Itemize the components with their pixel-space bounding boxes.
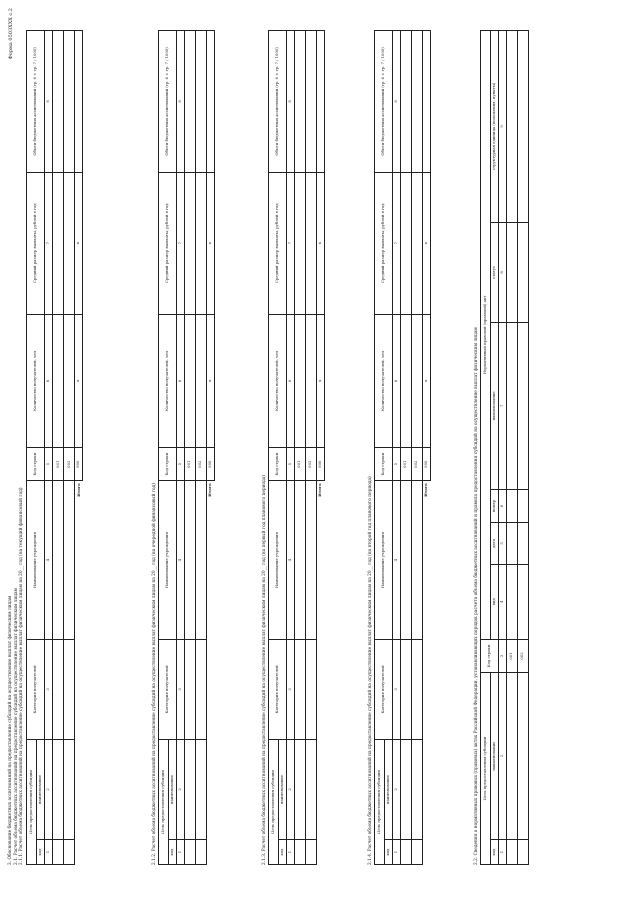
hdr-name: наименование (37, 739, 45, 839)
table-row: 001 (400, 31, 411, 865)
total-row: Итого 900 х х (316, 31, 324, 865)
heading-2-1-2: 2.1.2. Расчет объема бюджетных ассигнований на предоставление субсидий на осуществление выплат физическим лицам на 20__ год (на очередной финансовый год) (152, 483, 157, 865)
table-row: 001 (294, 31, 305, 865)
heading-2-1-1: 2.1.1. Расчет объема бюджетных ассигнований на предоставление субсидий на осуществление выплат физическим лицам на 20__ год (на текущий финансовый год) (19, 487, 25, 865)
total-row: Итого 900 х х (206, 31, 214, 865)
table-row: 001 (53, 31, 64, 865)
heading-2: 2. Обоснование бюджетных ассигнований на предоставление субсидий на осуществление выплат физическим лицам (8, 595, 13, 865)
table-row: 002 (305, 31, 316, 865)
hdr-avg: Средний размер выплаты, рублей в год (27, 172, 45, 314)
col-number-row: 1 2 3 4 5 6 7 8 (176, 31, 184, 865)
col-number-row: 1 2 3 4 5 6 7 8 9 (498, 31, 506, 865)
headings-block (8, 30, 25, 865)
table-row: 001 (506, 31, 517, 865)
table-row: 002 (517, 31, 528, 865)
table-row: 001 (184, 31, 195, 865)
col-number-row: 1 2 3 4 5 6 7 8 (286, 31, 294, 865)
table-2-1-1 (26, 30, 83, 865)
heading-2-1-3: 2.1.3. Расчет объема бюджетных ассигнований на предоставление субсидий на осуществление выплат физическим лицам на 20__ год (на первый год планового периода) (262, 475, 267, 865)
table-2-2: 2.2. Сведения о нормативных правовых (правовых) актах Российской Федерации, устанавливающих порядок расчета объема бюджетных ассигнований и правила предоставления субсидий на осуществление выплат физическим лицам Цель предоставления субсидии Код строки Нормативный правовой (правовой) акт код наименование вид дата номер наименование статус структурная единица (положения, пункты) 1 2 3 4 5 6 7 8 9 001 002 (474, 30, 529, 865)
total-row: Итого 900 х х (75, 31, 83, 865)
heading-2-2: 2.2. Сведения о нормативных правовых (правовых) актах Российской Федерации, устанавливающих порядок расчета объема бюджетных ассигнований и правила предоставления субсидий на осуществление выплат физическим лицам (474, 327, 479, 865)
hdr-volume: Объем бюджетных ассигнований (гр. 6 × гр. 7 / 1000) (27, 31, 45, 173)
table-row: 002 (195, 31, 206, 865)
table-2-1-2: 2.1.2. Расчет объема бюджетных ассигнований на предоставление субсидий на осуществление выплат физическим лицам на 20__ год (на очередной финансовый год) Цель предоставления субсидии Категория получателей Наименование учреждения Код строки Количество получателей, чел Средний размер выплаты, рублей в год Объем бюджетных ассигнований (гр. 6 × гр. 7 / 1000) код наименование 1 2 3 4 5 6 7 8 001 002 Итого 900 х х (152, 30, 215, 865)
heading-2-1: 2.1. Расчет объема бюджетных ассигнований на предоставление субсидий на осуществление выплат физическим лицам (13, 588, 19, 865)
table-2-1-4: 2.1.4. Расчет объема бюджетных ассигнований на предоставление субсидий на осуществление выплат физическим лицам на 20__ год (на второй год планового периода) Цель предоставления субсидии Категория получателей Наименование учреждения Код строки Количество получателей, чел Средний размер выплаты, рублей в год Объем бюджетных ассигнований (гр. 6 × гр. 7 / 1000) код наименование 1 2 3 4 5 6 7 8 001 002 Итого 900 х х (368, 30, 431, 865)
table-row: 002 (411, 31, 422, 865)
form-code-label: Форма 0503XXX с.2 (8, 8, 14, 60)
col-number-row: 1 2 3 4 5 6 7 8 (45, 31, 53, 865)
total-row: Итого 900 х х (422, 31, 430, 865)
heading-2-1-4: 2.1.4. Расчет объема бюджетных ассигнований на предоставление субсидий на осуществление выплат физическим лицам на 20__ год (на второй год планового периода) (368, 476, 373, 865)
table-row: 002 (64, 31, 75, 865)
hdr-count: Количество получателей, чел (27, 314, 45, 447)
hdr-institution: Наименование учреждения (27, 481, 45, 639)
hdr-code: код (37, 839, 45, 864)
table-2-1-3: 2.1.3. Расчет объема бюджетных ассигнований на предоставление субсидий на осуществление выплат физическим лицам на 20__ год (на первый год планового периода) Цель предоставления субсидии Категория получателей Наименование учреждения Код строки Количество получателей, чел Средний размер выплаты, рублей в год Объем бюджетных ассигнований (гр. 6 × гр. 7 / 1000) код наименование 1 2 3 4 5 6 7 8 001 002 Итого 900 х х (262, 30, 325, 865)
hdr-purpose: Цель предоставления субсидии (27, 739, 37, 864)
col-number-row: 1 2 3 4 5 6 7 8 (392, 31, 400, 865)
hdr-line-code: Код строки (27, 448, 45, 481)
hdr-category: Категория получателей (27, 639, 45, 739)
